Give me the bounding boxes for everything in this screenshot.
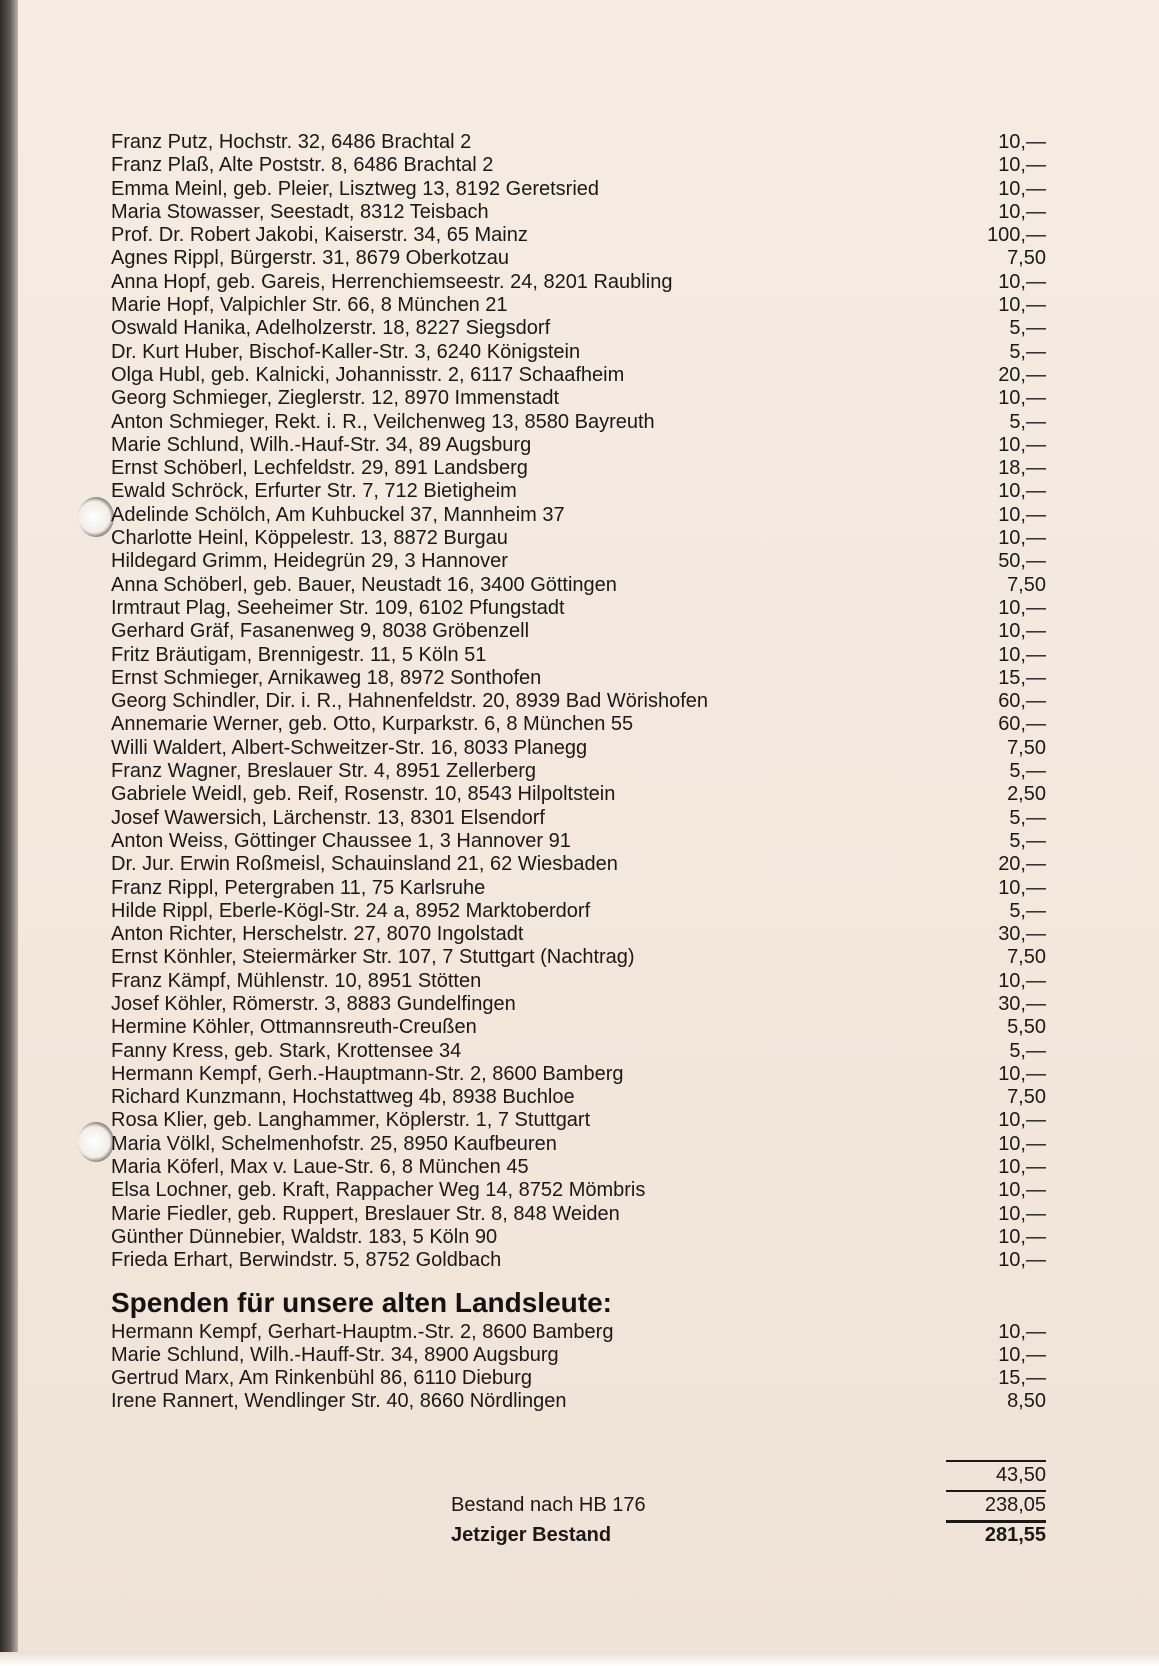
donation-row bbox=[111, 807, 1046, 830]
donation-row bbox=[111, 830, 1046, 853]
donation-amount: 10,— bbox=[998, 876, 1046, 899]
donation-row bbox=[111, 713, 1046, 736]
elderly-donation-amount: 8,50 bbox=[1007, 1390, 1046, 1413]
donation-amount: 5,— bbox=[1009, 899, 1046, 922]
donation-row bbox=[111, 620, 1046, 643]
donation-row bbox=[111, 480, 1046, 503]
donation-amount: 10,— bbox=[998, 270, 1046, 293]
donation-amount: 10,— bbox=[998, 643, 1046, 666]
donation-name: Fanny Kress, geb. Stark, Krottensee 34 bbox=[111, 1039, 462, 1062]
donation-name: Ewald Schröck, Erfurter Str. 7, 712 Bietigheim bbox=[111, 480, 517, 503]
donation-name: Marie Schlund, Wilh.-Hauf-Str. 34, 89 Augsburg bbox=[111, 433, 532, 456]
donation-row bbox=[111, 923, 1046, 946]
donation-row bbox=[111, 1016, 1046, 1039]
donation-row bbox=[111, 1086, 1046, 1109]
donation-row bbox=[111, 1226, 1046, 1249]
donation-name: Gerhard Gräf, Fasanenweg 9, 8038 Gröbenzell bbox=[111, 620, 530, 643]
donation-amount: 10,— bbox=[998, 620, 1046, 643]
donation-amount: 5,50 bbox=[1007, 1016, 1046, 1039]
elderly-donation-name: Hermann Kempf, Gerhart-Hauptm.-Str. 2, 8600 Bamberg bbox=[111, 1320, 614, 1343]
donation-name: Anton Weiss, Göttinger Chaussee 1, 3 Hannover 91 bbox=[111, 829, 571, 852]
balance-underline bbox=[946, 1490, 1046, 1492]
donation-name: Olga Hubl, geb. Kalnicki, Johannisstr. 2, 6117 Schaafheim bbox=[111, 363, 625, 386]
donation-row bbox=[111, 597, 1046, 620]
donation-row bbox=[111, 1249, 1046, 1272]
subtotal-value: 43,50 bbox=[995, 1464, 1046, 1486]
donation-row bbox=[111, 1040, 1046, 1063]
donation-amount: 10,— bbox=[998, 1132, 1046, 1155]
donation-amount: 10,— bbox=[998, 154, 1046, 177]
donation-row bbox=[111, 1133, 1046, 1156]
donation-name: Emma Meinl, geb. Pleier, Lisztweg 13, 8192 Geretsried bbox=[111, 177, 600, 200]
donation-amount: 2,50 bbox=[1007, 783, 1046, 806]
donation-row bbox=[111, 317, 1046, 340]
donation-row bbox=[111, 1109, 1046, 1132]
donation-name: Josef Köhler, Römerstr. 3, 8883 Gundelfingen bbox=[111, 992, 516, 1015]
donation-amount: 10,— bbox=[998, 1109, 1046, 1132]
donation-amount: 7,50 bbox=[1007, 573, 1046, 596]
donation-name: Hilde Rippl, Eberle-Kögl-Str. 24 a, 8952 Marktoberdorf bbox=[111, 899, 591, 922]
donation-name: Maria Völkl, Schelmenhofstr. 25, 8950 Kaufbeuren bbox=[111, 1132, 557, 1155]
elderly-donation-amount: 10,— bbox=[998, 1343, 1046, 1366]
donation-amount: 10,— bbox=[998, 1249, 1046, 1272]
donation-amount: 10,— bbox=[998, 177, 1046, 200]
donation-row bbox=[111, 760, 1046, 783]
donation-amount: 5,— bbox=[1009, 829, 1046, 852]
donation-name: Anna Schöberl, geb. Bauer, Neustadt 16, 3400 Göttingen bbox=[111, 573, 617, 596]
donation-amount: 10,— bbox=[998, 503, 1046, 526]
elderly-donation-row bbox=[111, 1321, 1046, 1344]
donation-name: Ernst Könhler, Steiermärker Str. 107, 7 Stuttgart (Nachtrag) bbox=[111, 946, 635, 969]
donation-name: Richard Kunzmann, Hochstattweg 4b, 8938 Buchloe bbox=[111, 1086, 575, 1109]
donation-row bbox=[111, 411, 1046, 434]
donation-name: Elsa Lochner, geb. Kraft, Rappacher Weg 14, 8752 Mömbris bbox=[111, 1179, 646, 1202]
donation-amount: 5,— bbox=[1009, 410, 1046, 433]
donation-row bbox=[111, 574, 1046, 597]
donation-name: Irmtraut Plag, Seeheimer Str. 109, 6102 Pfungstadt bbox=[111, 596, 565, 619]
punch-hole-lower bbox=[78, 1122, 114, 1162]
donation-row bbox=[111, 993, 1046, 1016]
donation-row bbox=[111, 527, 1046, 550]
donation-row bbox=[111, 1063, 1046, 1086]
donation-name: Anton Schmieger, Rekt. i. R., Veilchenweg 13, 8580 Bayreuth bbox=[111, 410, 655, 433]
donation-row bbox=[111, 690, 1046, 713]
donation-name: Charlotte Heinl, Köppelestr. 13, 8872 Burgau bbox=[111, 527, 508, 550]
donation-name: Annemarie Werner, geb. Otto, Kurparkstr. 6, 8 München 55 bbox=[111, 713, 634, 736]
donation-row bbox=[111, 900, 1046, 923]
donation-amount: 30,— bbox=[998, 992, 1046, 1015]
donation-amount: 20,— bbox=[998, 853, 1046, 876]
donation-amount: 50,— bbox=[998, 550, 1046, 573]
donation-name: Maria Köferl, Max v. Laue-Str. 6, 8 München 45 bbox=[111, 1156, 529, 1179]
donation-amount: 5,— bbox=[1009, 806, 1046, 829]
donation-amount: 10,— bbox=[998, 596, 1046, 619]
donation-row bbox=[111, 853, 1046, 876]
donation-amount: 10,— bbox=[998, 1156, 1046, 1179]
donation-amount: 10,— bbox=[998, 1179, 1046, 1202]
total-double-underline bbox=[946, 1520, 1046, 1523]
elderly-donation-row bbox=[111, 1367, 1046, 1390]
donation-name: Anton Richter, Herschelstr. 27, 8070 Ingolstadt bbox=[111, 923, 524, 946]
sum-underline bbox=[946, 1460, 1046, 1462]
donation-name: Hermine Köhler, Ottmannsreuth-Creußen bbox=[111, 1016, 477, 1039]
donation-row bbox=[111, 644, 1046, 667]
donation-amount: 5,— bbox=[1009, 760, 1046, 783]
donation-name: Georg Schmieger, Zieglerstr. 12, 8970 Immenstadt bbox=[111, 387, 559, 410]
donation-name: Dr. Kurt Huber, Bischof-Kaller-Str. 3, 6240 Königstein bbox=[111, 340, 581, 363]
donation-amount: 10,— bbox=[998, 200, 1046, 223]
donation-row bbox=[111, 294, 1046, 317]
elderly-donation-row bbox=[111, 1344, 1046, 1367]
donation-name: Willi Waldert, Albert-Schweitzer-Str. 16, 8033 Planegg bbox=[111, 736, 588, 759]
totals-section bbox=[111, 1460, 1046, 1550]
donation-name: Franz Wagner, Breslauer Str. 4, 8951 Zellerberg bbox=[111, 760, 537, 783]
balance-label: Bestand nach HB 176 bbox=[451, 1494, 646, 1516]
donation-amount: 7,50 bbox=[1007, 247, 1046, 270]
donation-name: Rosa Klier, geb. Langhammer, Köplerstr. 1, 7 Stuttgart bbox=[111, 1109, 591, 1132]
donation-amount: 10,— bbox=[998, 387, 1046, 410]
punch-hole-upper bbox=[78, 497, 114, 537]
current-balance-value: 281,55 bbox=[984, 1524, 1046, 1546]
donation-row bbox=[111, 224, 1046, 247]
balance-row bbox=[111, 1490, 1046, 1520]
donation-amount: 60,— bbox=[998, 713, 1046, 736]
donation-name: Günther Dünnebier, Waldstr. 183, 5 Köln 90 bbox=[111, 1225, 498, 1248]
donation-name: Maria Stowasser, Seestadt, 8312 Teisbach bbox=[111, 200, 489, 223]
donation-name: Hermann Kempf, Gerh.-Hauptmann-Str. 2, 8600 Bamberg bbox=[111, 1062, 624, 1085]
page-edge bbox=[0, 1652, 1159, 1666]
donation-row bbox=[111, 1203, 1046, 1226]
balance-value: 238,05 bbox=[984, 1494, 1046, 1516]
donation-name: Agnes Rippl, Bürgerstr. 31, 8679 Oberkotzau bbox=[111, 247, 510, 270]
donation-name: Ernst Schmieger, Arnikaweg 18, 8972 Sonthofen bbox=[111, 666, 542, 689]
donation-amount: 10,— bbox=[998, 1062, 1046, 1085]
donation-row bbox=[111, 434, 1046, 457]
elderly-donation-row bbox=[111, 1390, 1046, 1413]
donation-amount: 10,— bbox=[998, 294, 1046, 317]
donation-name: Franz Plaß, Alte Poststr. 8, 6486 Brachtal 2 bbox=[111, 154, 494, 177]
donation-name: Franz Kämpf, Mühlenstr. 10, 8951 Stötten bbox=[111, 969, 482, 992]
donation-name: Josef Wawersich, Lärchenstr. 13, 8301 Elsendorf bbox=[111, 806, 545, 829]
donation-name: Marie Fiedler, geb. Ruppert, Breslauer Str. 8, 848 Weiden bbox=[111, 1202, 620, 1225]
donation-row bbox=[111, 550, 1046, 573]
donation-name: Frieda Erhart, Berwindstr. 5, 8752 Goldbach bbox=[111, 1249, 502, 1272]
donation-amount: 7,50 bbox=[1007, 736, 1046, 759]
donation-name: Prof. Dr. Robert Jakobi, Kaiserstr. 34, 65 Mainz bbox=[111, 224, 528, 247]
donation-row bbox=[111, 667, 1046, 690]
donation-row bbox=[111, 457, 1046, 480]
donation-amount: 15,— bbox=[998, 666, 1046, 689]
book-spine bbox=[0, 0, 18, 1666]
section-heading: Spenden für unsere alten Landsleute: bbox=[111, 1286, 612, 1318]
donation-amount: 7,50 bbox=[1007, 1086, 1046, 1109]
donation-name: Adelinde Schölch, Am Kuhbuckel 37, Mannheim 37 bbox=[111, 503, 565, 526]
donation-amount: 10,— bbox=[998, 480, 1046, 503]
donation-name: Oswald Hanika, Adelholzerstr. 18, 8227 Siegsdorf bbox=[111, 317, 551, 340]
elderly-donation-amount: 15,— bbox=[998, 1367, 1046, 1390]
donation-name: Hildegard Grimm, Heidegrün 29, 3 Hannover bbox=[111, 550, 508, 573]
donation-amount: 5,— bbox=[1009, 317, 1046, 340]
donation-name: Fritz Bräutigam, Brennigestr. 11, 5 Köln 51 bbox=[111, 643, 487, 666]
donation-row bbox=[111, 970, 1046, 993]
donation-amount: 10,— bbox=[998, 527, 1046, 550]
donation-name: Georg Schindler, Dir. i. R., Hahnenfeldstr. 20, 8939 Bad Wörishofen bbox=[111, 690, 708, 713]
elderly-donation-amount: 10,— bbox=[998, 1320, 1046, 1343]
subtotal-row bbox=[111, 1460, 1046, 1490]
donation-amount: 100,— bbox=[987, 224, 1046, 247]
current-balance-row bbox=[111, 1520, 1046, 1550]
elderly-donation-name: Marie Schlund, Wilh.-Hauff-Str. 34, 8900 Augsburg bbox=[111, 1343, 559, 1366]
donation-name: Franz Putz, Hochstr. 32, 6486 Brachtal 2 bbox=[111, 131, 472, 153]
elderly-donation-name: Gertrud Marx, Am Rinkenbühl 86, 6110 Dieburg bbox=[111, 1367, 532, 1390]
donation-amount: 5,— bbox=[1009, 1039, 1046, 1062]
current-balance-label: Jetziger Bestand bbox=[451, 1524, 612, 1546]
donation-row bbox=[111, 154, 1046, 177]
elderly-donation-name: Irene Rannert, Wendlinger Str. 40, 8660 Nördlingen bbox=[111, 1390, 567, 1413]
donation-amount: 30,— bbox=[998, 923, 1046, 946]
donation-name: Marie Hopf, Valpichler Str. 66, 8 München 21 bbox=[111, 294, 508, 317]
donation-row bbox=[111, 946, 1046, 969]
donation-list bbox=[111, 131, 1046, 1414]
donation-row bbox=[111, 737, 1046, 760]
donation-row bbox=[111, 364, 1046, 387]
donation-name: Franz Rippl, Petergraben 11, 75 Karlsruhe bbox=[111, 876, 486, 899]
donation-name: Dr. Jur. Erwin Roßmeisl, Schauinsland 21, 62 Wiesbaden bbox=[111, 853, 618, 876]
donation-row bbox=[111, 201, 1046, 224]
donation-amount: 20,— bbox=[998, 363, 1046, 386]
donation-row bbox=[111, 877, 1046, 900]
donation-amount: 18,— bbox=[998, 457, 1046, 480]
donation-row bbox=[111, 504, 1046, 527]
donation-name: Gabriele Weidl, geb. Reif, Rosenstr. 10, 8543 Hilpoltstein bbox=[111, 783, 616, 806]
donation-row bbox=[111, 1179, 1046, 1202]
donation-row bbox=[111, 387, 1046, 410]
donation-amount: 10,— bbox=[998, 1225, 1046, 1248]
donation-row bbox=[111, 178, 1046, 201]
donation-name: Ernst Schöberl, Lechfeldstr. 29, 891 Landsberg bbox=[111, 457, 528, 480]
donation-row bbox=[111, 1156, 1046, 1179]
donation-row bbox=[111, 783, 1046, 806]
donation-amount: 10,— bbox=[998, 1202, 1046, 1225]
donation-amount: 10,— bbox=[998, 969, 1046, 992]
donation-name: Anna Hopf, geb. Gareis, Herrenchiemseestr. 24, 8201 Raubling bbox=[111, 270, 673, 293]
donation-amount: 7,50 bbox=[1007, 946, 1046, 969]
donation-amount: 60,— bbox=[998, 690, 1046, 713]
donation-row bbox=[111, 247, 1046, 270]
donation-row bbox=[111, 271, 1046, 294]
donation-row bbox=[111, 341, 1046, 364]
donation-amount: 10,— bbox=[998, 131, 1046, 153]
donation-row bbox=[111, 131, 1046, 154]
donation-amount: 10,— bbox=[998, 433, 1046, 456]
donation-amount: 5,— bbox=[1009, 340, 1046, 363]
